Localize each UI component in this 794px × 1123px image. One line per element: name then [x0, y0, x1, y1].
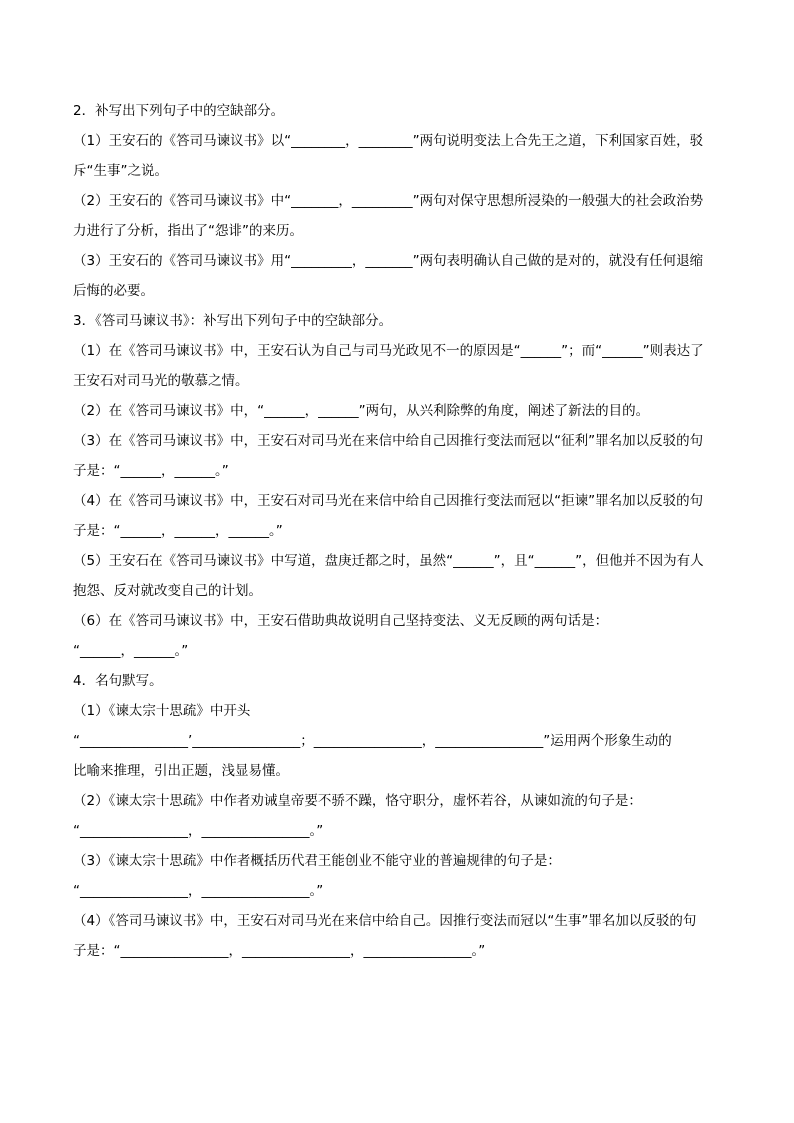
question-3-heading: 3．《答司马谏议书》：补写出下列句子中的空缺部分。: [73, 313, 393, 329]
q3-item-3-line-2: 子是：“______，______。”: [73, 463, 229, 479]
q3-item-4-line-2: 子是：“______，______，______。”: [73, 523, 283, 539]
q4-item-3-line-2: “________________，________________。”: [73, 883, 324, 899]
q2-item-1-line-1: （1）王安石的《答司马谏议书》以“________，________”两句说明变法上合先王之道，下利国家百姓，驳: [73, 133, 704, 149]
q3-item-2-line-1: （2）在《答司马谏议书》中，“______，______”两句，从兴利除弊的角度，阐述了新法的目的。: [73, 403, 650, 419]
q4-item-4-line-1: （4）《答司马谏议书》中，王安石对司马光在来信中给自己。因推行变法而冠以“生事”罪名加以反驳的句: [73, 913, 697, 929]
q2-item-3-line-1: （3）王安石的《答司马谏议书》用“_________，_______”两句表明确认自己做的是对的，就没有任何退缩: [73, 253, 704, 269]
q3-item-3-line-1: （3）在《答司马谏议书》中，王安石对司马光在来信中给自己因推行变法而冠以“征利”罪名加以反驳的句: [73, 433, 704, 449]
q4-item-4-line-2: 子是：“________________，________________，________________。”: [73, 943, 486, 959]
q3-item-6-line-2: “______，______。”: [73, 643, 189, 659]
q2-item-2-line-2: 力进行了分析，指出了“怨诽”的来历。: [73, 223, 303, 239]
q4-item-1-line-2: “________________’________________；________________，________________”运用两个形象生动的: [73, 733, 672, 749]
q3-item-6-line-1: （6）在《答司马谏议书》中，王安石借助典故说明自己坚持变法、义无反顾的两句话是：: [73, 613, 609, 629]
q4-item-1-line-1: （1）《谏太宗十思疏》中开头: [73, 703, 251, 719]
q2-item-1-line-2: 斥“生事”之说。: [73, 163, 168, 179]
q4-item-1-line-3: 比喻来推理，引出正题，浅显易懂。: [73, 763, 289, 779]
question-4-heading: 4．名句默写。: [73, 673, 163, 689]
q3-item-1-line-2: 王安石对司马光的敬慕之情。: [73, 373, 249, 389]
question-2-heading: 2．补写出下列句子中的空缺部分。: [73, 103, 285, 119]
q3-item-1-line-1: （1）在《答司马谏议书》中，王安石认为自己与司马光政见不一的原因是“______”；而“______”则表达了: [73, 343, 704, 359]
q4-item-2-line-2: “________________，________________。”: [73, 823, 324, 839]
q3-item-5-line-2: 抱怨、反对就改变自己的计划。: [73, 583, 262, 599]
q4-item-3-line-1: （3）《谏太宗十思疏》中作者概括历代君王能创业不能守业的普遍规律的句子是：: [73, 853, 561, 869]
q4-item-2-line-1: （2）《谏太宗十思疏》中作者劝诫皇帝要不骄不躁，恪守职分，虚怀若谷，从谏如流的句子是：: [73, 793, 642, 809]
q3-item-4-line-1: （4）在《答司马谏议书》中，王安石对司马光在来信中给自己因推行变法而冠以“拒谏”罪名加以反驳的句: [73, 493, 704, 509]
q3-item-5-line-1: （5）王安石在《答司马谏议书》中写道，盘庚迁都之时，虽然“______”，且“______”，但他并不因为有人: [73, 553, 704, 569]
q2-item-3-line-2: 后悔的必要。: [73, 283, 154, 299]
q2-item-2-line-1: （2）王安石的《答司马谏议书》中“_______，_________”两句对保守思想所浸染的一般强大的社会政治势: [73, 193, 704, 209]
